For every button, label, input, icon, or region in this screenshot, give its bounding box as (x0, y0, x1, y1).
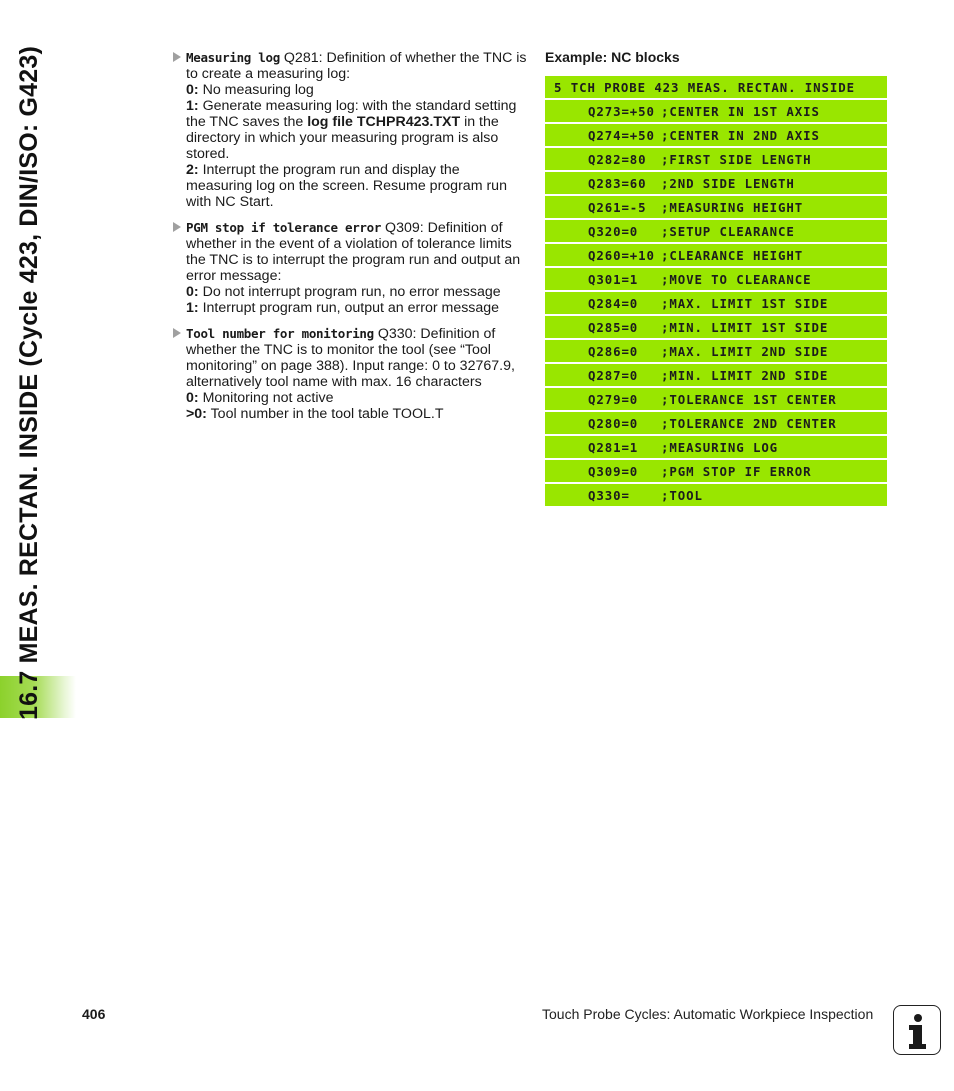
info-icon (893, 1005, 941, 1055)
nc-comment: ;PGM STOP IF ERROR (661, 463, 812, 479)
option-line (186, 82, 528, 98)
nc-param: Q281=1 (588, 439, 639, 455)
nc-comment: ;MOVE TO CLEARANCE (661, 271, 812, 287)
nc-block (545, 268, 887, 290)
nc-param: Q309=0 (588, 463, 639, 479)
nc-block (545, 124, 887, 146)
param-description: : Definition of whether in the event of a violation of tolerance limits the TNC is to interrupt the program run and output an error message: (186, 220, 521, 284)
nc-block (545, 484, 887, 506)
bullet-arrow-icon (173, 52, 181, 62)
bullet-arrow-icon (173, 222, 181, 232)
nc-block (545, 460, 887, 482)
nc-comment: ;TOLERANCE 2ND CENTER (661, 415, 837, 431)
nc-block (545, 220, 887, 242)
log-file-name: log file TCHPR423.TXT (307, 114, 461, 130)
option-line (186, 162, 528, 210)
nc-block (545, 412, 887, 434)
nc-comment: ;CENTER IN 1ST AXIS (661, 103, 820, 119)
param-pgm-stop (173, 220, 528, 316)
nc-comment: ;MEASURING LOG (661, 439, 779, 455)
nc-comment: ;MAX. LIMIT 1ST SIDE (661, 295, 829, 311)
nc-comment: ;CLEARANCE HEIGHT (661, 247, 804, 263)
nc-param: Q280=0 (588, 415, 639, 431)
nc-block-listing (545, 76, 887, 508)
option-text: in the directory in which your measuring program is also stored. (186, 114, 499, 162)
param-description: : Definition of whether the TNC is to monitor the tool (see “Tool monitoring” on page 388). Input range: 0 to 32767.9, alternatively tool name with max. 16 characters (186, 326, 515, 390)
nc-param: Q283=60 (588, 175, 647, 191)
option-line (186, 300, 528, 316)
nc-param: Q286=0 (588, 343, 639, 359)
nc-block (545, 244, 887, 266)
nc-comment: ;SETUP CLEARANCE (661, 223, 795, 239)
nc-block (545, 388, 887, 410)
section-title-vertical: 16.7 MEAS. RECTAN. INSIDE (Cycle 423, DIN/ISO: G423) (15, 45, 43, 720)
nc-block (545, 316, 887, 338)
option-key: >0: (186, 406, 207, 422)
nc-comment: ;FIRST SIDE LENGTH (661, 151, 812, 167)
nc-param: Q260=+10 (588, 247, 655, 263)
option-text: Tool number in the tool table TOOL.T (206, 406, 444, 422)
nc-param: Q274=+50 (588, 127, 655, 143)
nc-block (545, 148, 887, 170)
nc-block (545, 100, 887, 122)
option-key: 1: (186, 300, 199, 316)
nc-param: Q284=0 (588, 295, 639, 311)
chapter-title: Touch Probe Cycles: Automatic Workpiece Inspection (542, 1006, 874, 1022)
nc-param: Q261=-5 (588, 199, 647, 215)
option-key: 0: (186, 390, 199, 406)
nc-comment: ;CENTER IN 2ND AXIS (661, 127, 820, 143)
nc-comment: ;2ND SIDE LENGTH (661, 175, 795, 191)
option-line (186, 406, 528, 422)
param-tool-monitoring (173, 326, 528, 422)
option-key: 0: (186, 82, 199, 98)
nc-block (545, 364, 887, 386)
nc-param: Q282=80 (588, 151, 647, 167)
nc-param: Q330= (588, 487, 630, 503)
param-description: : Definition of whether the TNC is to create a measuring log: (186, 50, 527, 82)
option-key: 2: (186, 162, 199, 178)
nc-param: Q279=0 (588, 391, 639, 407)
param-code: Q309 (385, 220, 420, 236)
nc-param: Q285=0 (588, 319, 639, 335)
param-code: Q281 (283, 50, 319, 66)
nc-comment: ;MEASURING HEIGHT (661, 199, 804, 215)
nc-param: Q301=1 (588, 271, 639, 287)
option-text: No measuring log (198, 82, 314, 98)
nc-comment: ;MAX. LIMIT 2ND SIDE (661, 343, 829, 359)
option-text: Monitoring not active (198, 390, 334, 406)
option-text: Interrupt the program run and display the measuring log on the screen. Resume program run with NC Start. (186, 162, 507, 210)
nc-block (545, 196, 887, 218)
param-name: Tool number for monitoring (186, 326, 374, 341)
nc-comment: ;TOLERANCE 1ST CENTER (661, 391, 837, 407)
param-name: PGM stop if tolerance error (186, 220, 382, 235)
param-code: Q330 (377, 326, 413, 342)
nc-comment: ;MIN. LIMIT 2ND SIDE (661, 367, 829, 383)
example-title: Example: NC blocks (545, 49, 680, 65)
nc-block (545, 436, 887, 458)
nc-param: Q287=0 (588, 367, 639, 383)
option-text: Interrupt program run, output an error message (198, 300, 500, 316)
option-line (186, 390, 528, 406)
option-text: Do not interrupt program run, no error message (198, 284, 501, 300)
nc-comment: ;MIN. LIMIT 1ST SIDE (661, 319, 829, 335)
option-text: Generate measuring log: with the standard setting the TNC saves the (186, 98, 517, 130)
option-line (186, 284, 528, 300)
parameter-descriptions (173, 50, 528, 432)
nc-block (545, 172, 887, 194)
param-measuring-log (173, 50, 528, 210)
nc-comment: ;TOOL (661, 487, 703, 503)
nc-header-block: 5 TCH PROBE 423 MEAS. RECTAN. INSIDE (545, 76, 887, 98)
nc-block (545, 340, 887, 362)
nc-param: Q273=+50 (588, 103, 655, 119)
nc-block (545, 292, 887, 314)
option-key: 1: (186, 98, 199, 114)
bullet-arrow-icon (173, 328, 181, 338)
page-number: 406 (82, 1006, 106, 1022)
param-name: Measuring log (186, 50, 280, 65)
nc-param: Q320=0 (588, 223, 639, 239)
option-line (186, 98, 528, 162)
option-key: 0: (186, 284, 199, 300)
